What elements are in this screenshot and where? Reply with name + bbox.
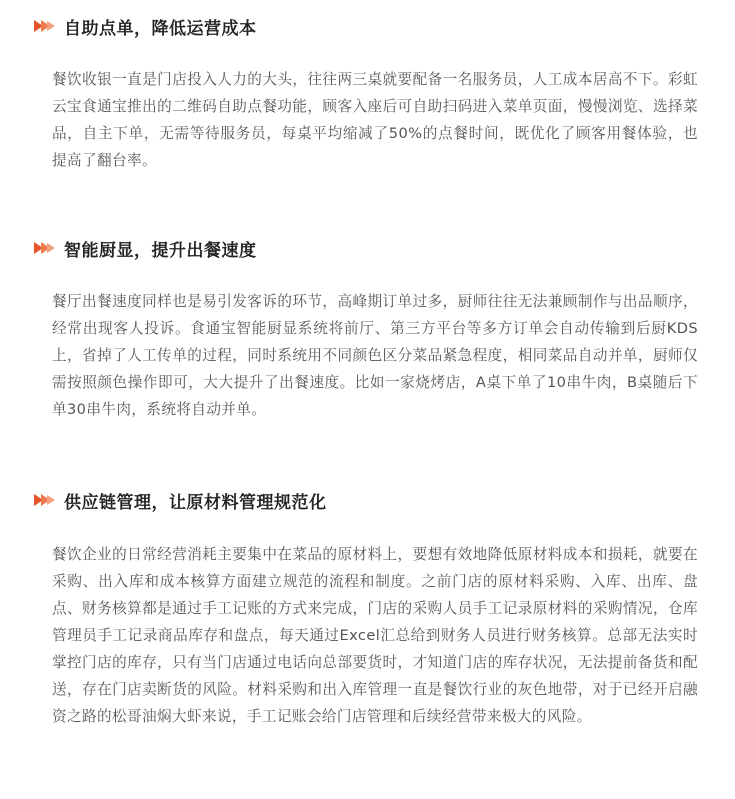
section-heading-1 [34, 13, 257, 39]
section-heading-3 [34, 487, 327, 513]
double-arrow-icon [34, 241, 56, 255]
section-title: 智能厨显，提升出餐速度 [64, 240, 257, 261]
section-heading-2 [34, 235, 257, 261]
section-paragraph: 餐饮收银一直是门店投入人力的大头，往往两三桌就要配备一名服务员，人工成本居高不下。彩虹云宝食通宝推出的二维码自助点餐功能，顾客入座后可自助扫码进入菜单页面，慢慢浏览、选择菜品，自主下单，无需等待服务员，每桌平均缩减了50%的点餐时间，既优化了顾客用餐体验，也提高了翻台率。 [52, 71, 698, 169]
double-arrow-icon [34, 493, 56, 507]
section-paragraph: 餐饮企业的日常经营消耗主要集中在菜品的原材料上，要想有效地降低原材料成本和损耗，就要在采购、出入库和成本核算方面建立规范的流程和制度。之前门店的原材料采购、入库、出库、盘点、财务核算都是通过手工记账的方式来完成，门店的采购人员手工记录原材料的采购情况，仓库管理员手工记录商品库存和盘点，每天通过Excel汇总给到财务人员进行财务核算。总部无法实时掌控门店的库存，只有当门店通过电话向总部要货时，才知道门店的库存状况，无法提前备货和配送，存在门店卖断货的风险。材料采购和出入库管理一直是餐饮行业的灰色地带，对于已经开启融资之路的松哥油焖大虾来说，手工记账会给门店管理和后续经营带来极大的风险。 [52, 546, 698, 725]
section-paragraph: 餐厅出餐速度同样也是易引发客诉的环节，高峰期订单过多，厨师往往无法兼顾制作与出品顺序，经常出现客人投诉。食通宝智能厨显系统将前厅、第三方平台等多方订单会自动传输到后厨KDS上，省掉了人工传单的过程，同时系统用不同颜色区分菜品紧急程度，相同菜品自动并单，厨师仅需按照颜色操作即可，大大提升了出餐速度。比如一家烧烤店，A桌下单了10串牛肉，B桌随后下单30串牛肉，系统将自动并单。 [52, 293, 698, 418]
section-title: 自助点单，降低运营成本 [64, 18, 257, 39]
double-arrow-icon [34, 19, 56, 33]
section-title: 供应链管理，让原材料管理规范化 [64, 492, 327, 513]
